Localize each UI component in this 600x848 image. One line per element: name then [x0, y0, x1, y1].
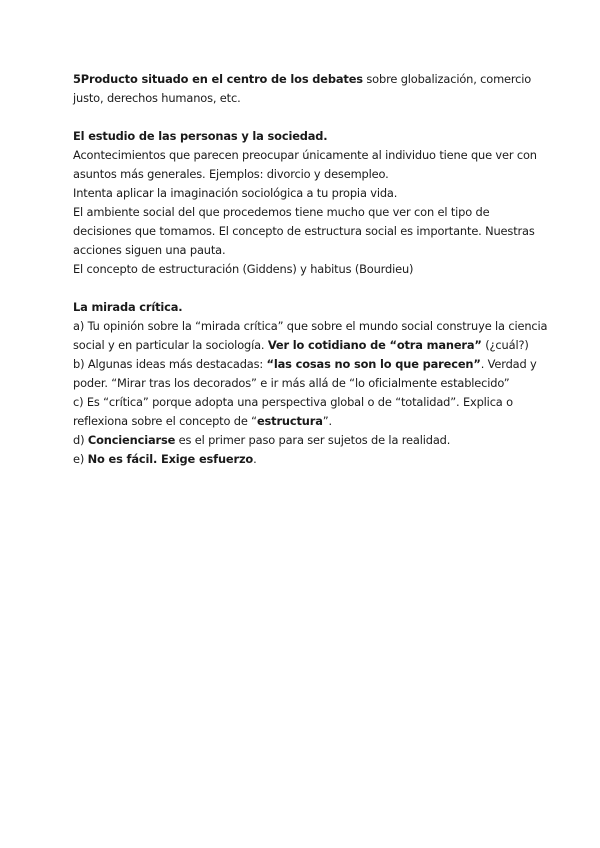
item-e-text: . — [253, 452, 257, 466]
estudio-line: Acontecimientos que parecen preocupar únicamente al individuo tiene que ver con — [73, 148, 537, 162]
item-b-bold: “las cosas no son lo que parecen” — [266, 357, 481, 371]
mirada-item-a-line-1: a) Tu opinión sobre la “mirada crítica” que sobre el mundo social construye la ciencia — [73, 319, 548, 333]
item-b-text-end: . Verdad y — [480, 357, 537, 371]
mirada-item-a-line-2 — [73, 336, 533, 355]
section-5-number: 5 — [73, 72, 81, 86]
item-c-text-end: ”. — [322, 414, 332, 428]
estudio-heading-text: El estudio de las personas y la sociedad. — [73, 129, 328, 143]
mirada-item-d — [73, 431, 533, 450]
estudio-line: decisiones que tomamos. El concepto de estructura social es importante. Nuestras — [73, 224, 535, 238]
item-a-text-end: (¿cuál?) — [481, 338, 529, 352]
estudio-heading — [73, 127, 533, 146]
section-5-rest: sobre globalización, comercio — [362, 72, 532, 86]
item-a-bold: Ver lo cotidiano de “otra manera” — [267, 338, 482, 352]
section-5-line-2: justo, derechos humanos, etc. — [73, 91, 241, 105]
mirada-item-c-line-1: c) Es “crítica” porque adopta una perspectiva global o de “totalidad”. Explica o — [73, 395, 513, 409]
paragraph-gap — [73, 279, 533, 298]
mirada-item-b-line-1 — [73, 355, 537, 374]
mirada-item-c-line-2 — [73, 412, 533, 431]
estudio-line: asuntos más generales. Ejemplos: divorcio y desempleo. — [73, 167, 389, 181]
item-d-prefix: d) — [73, 433, 88, 447]
item-c-text: reflexiona sobre el concepto de “ — [73, 414, 257, 428]
estudio-line: acciones siguen una pauta. — [73, 243, 226, 257]
estudio-line: Intenta aplicar la imaginación sociológica a tu propia vida. — [73, 186, 398, 200]
mirada-heading — [73, 298, 533, 317]
mirada-item-e — [73, 450, 533, 469]
mirada-heading-text: La mirada crítica. — [73, 300, 183, 314]
estudio-line: El concepto de estructuración (Giddens) y habitus (Bourdieu) — [73, 262, 414, 276]
item-b-text: b) Algunas ideas más destacadas: — [73, 357, 267, 371]
item-a-text: social y en particular la sociología. — [73, 338, 268, 352]
estudio-line: El ambiente social del que procedemos tiene mucho que ver con el tipo de — [73, 205, 490, 219]
item-d-bold: Concienciarse — [87, 433, 176, 447]
item-c-bold: estructura — [256, 414, 323, 428]
document-page — [73, 70, 548, 469]
item-e-prefix: e) — [73, 452, 88, 466]
section-5-line-1 — [73, 70, 533, 89]
item-d-text: es el primer paso para ser sujetos de la realidad. — [175, 433, 451, 447]
item-e-bold: No es fácil. Exige esfuerzo — [87, 452, 254, 466]
section-5-bold-title: Producto situado en el centro de los debates — [80, 72, 363, 86]
mirada-item-b-line-2: poder. “Mirar tras los decorados” e ir más allá de “lo oficialmente establecido” — [73, 376, 510, 390]
paragraph-gap — [73, 108, 533, 127]
